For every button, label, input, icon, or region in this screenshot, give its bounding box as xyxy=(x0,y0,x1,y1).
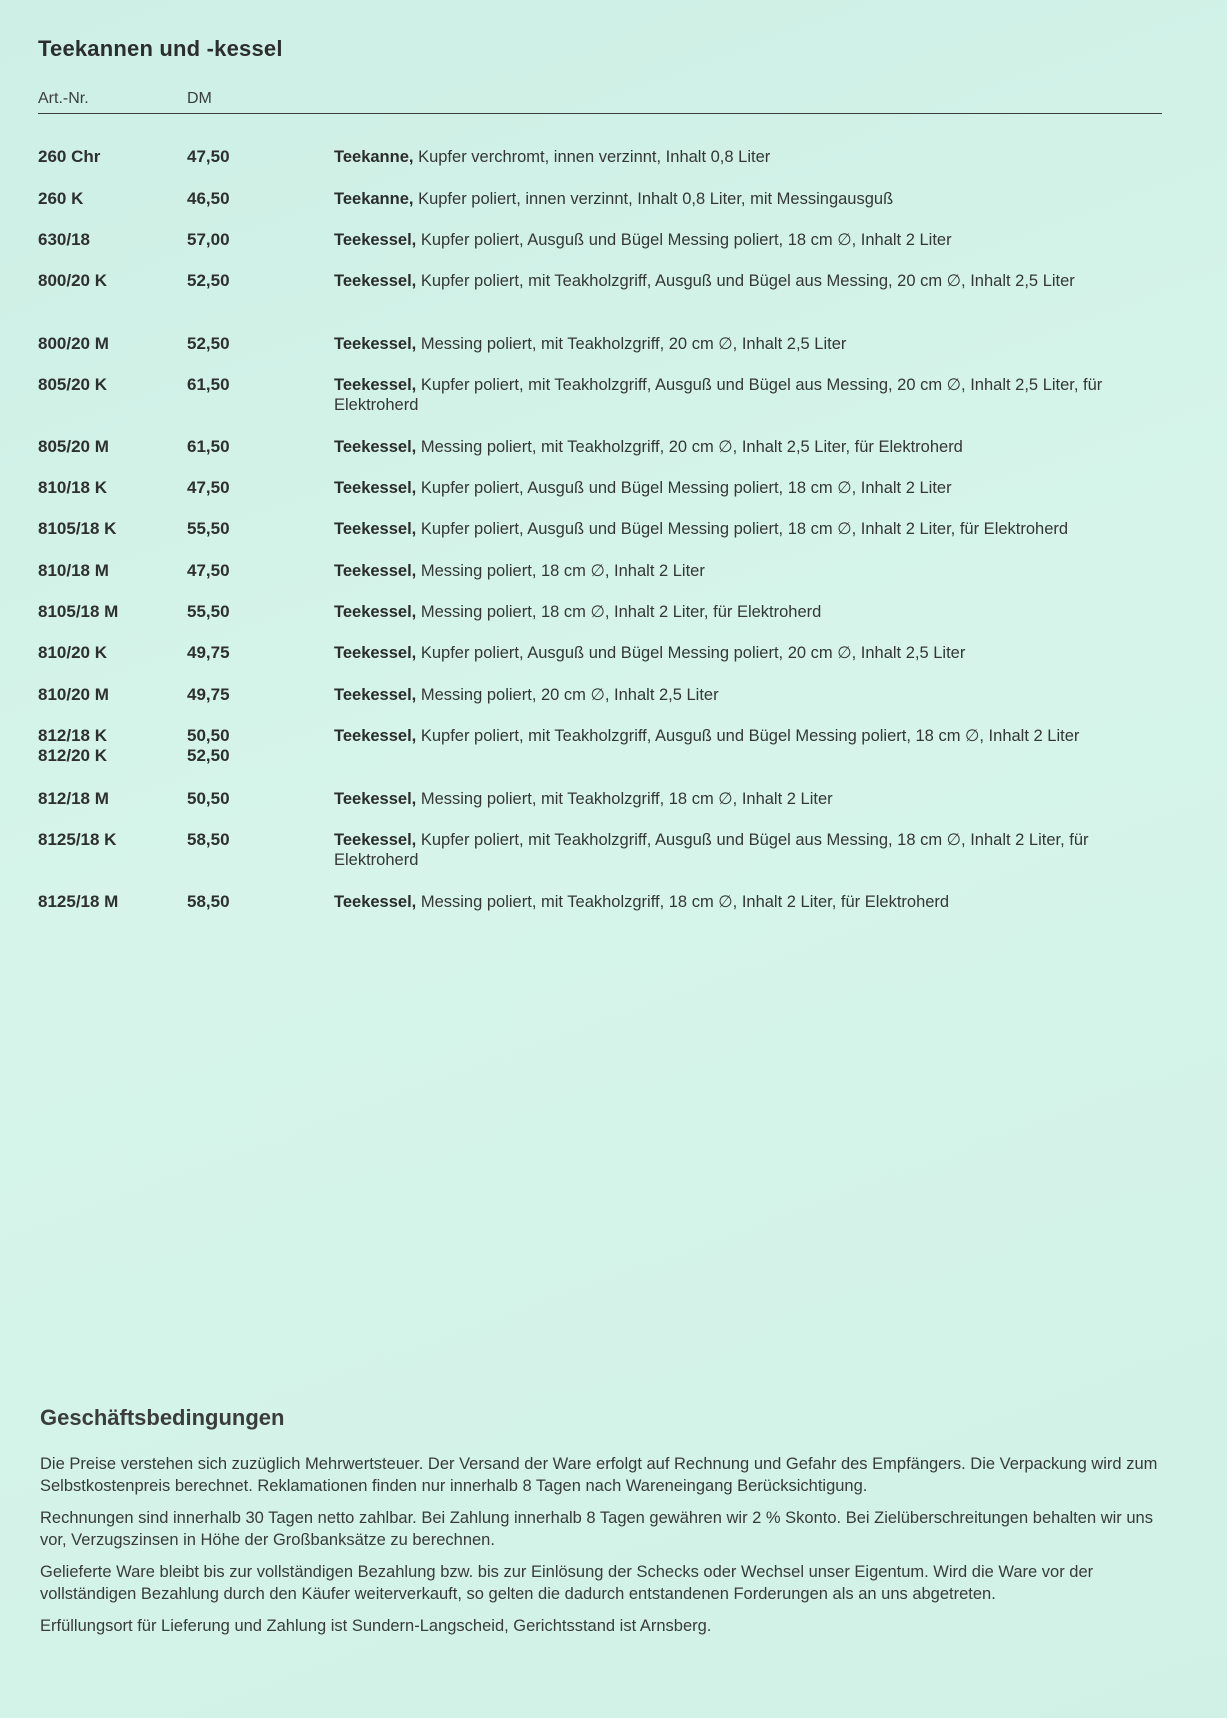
product-description: Messing poliert, mit Teakholzgriff, 20 cm ∅, Inhalt 2,5 Liter xyxy=(416,335,847,353)
price xyxy=(187,685,230,705)
terms-paragraph: Gelieferte Ware bleibt bis zur vollständigen Bezahlung bzw. bis zur Einlösung der Schecks oder Wechsel unser Eigentum. Wird die Ware vor der vollständigen Bezahlung durch den Käufer weiterverkauft, so gelten die dadurch entstandenen Forderungen als an uns abgetreten. xyxy=(40,1563,1094,1603)
price-value: 58,50 xyxy=(187,892,230,911)
article-number xyxy=(38,147,100,167)
price xyxy=(187,334,230,354)
article-number xyxy=(38,271,107,291)
article-number-value: 8125/18 K xyxy=(38,830,117,849)
price-value: 61,50 xyxy=(187,437,230,456)
product-name: Teekanne, xyxy=(334,148,414,166)
article-number xyxy=(38,334,109,354)
product-description: Kupfer poliert, Ausguß und Bügel Messing poliert, 18 cm ∅, Inhalt 2 Liter xyxy=(416,479,952,497)
product-description: Messing poliert, mit Teakholzgriff, 20 cm ∅, Inhalt 2,5 Liter, für Elektroherd xyxy=(416,438,963,456)
price xyxy=(187,892,230,912)
description xyxy=(334,726,1164,746)
price-value: 46,50 xyxy=(187,189,230,208)
article-number-value: 812/18 M xyxy=(38,789,109,808)
description xyxy=(334,602,1164,622)
price xyxy=(187,478,230,498)
description xyxy=(334,478,1164,498)
price xyxy=(187,519,230,539)
price xyxy=(187,789,230,809)
description xyxy=(334,271,1164,291)
page-title: Teekannen und -kessel xyxy=(38,36,283,61)
article-number xyxy=(38,643,107,663)
price xyxy=(187,375,230,395)
product-name: Teekessel, xyxy=(334,479,417,497)
terms-paragraph: Rechnungen sind innerhalb 30 Tagen netto zahlbar. Bei Zahlung innerhalb 8 Tagen gewähren wir 2 % Skonto. Bei Zielüberschreitungen behalten wir uns vor, Verzugszinsen in Höhe der Großbanksätze zu berechnen. xyxy=(40,1509,1153,1549)
description xyxy=(334,561,1164,581)
article-number xyxy=(38,375,107,395)
price-value: 49,75 xyxy=(187,685,230,704)
terms-paragraph: Erfüllungsort für Lieferung und Zahlung ist Sundern-Langscheid, Gerichtsstand ist Arnsberg. xyxy=(40,1617,712,1635)
price xyxy=(187,643,230,663)
article-number-value: 810/18 K xyxy=(38,478,107,497)
article-number-value: 8105/18 K xyxy=(38,519,117,538)
article-number xyxy=(38,478,107,498)
description xyxy=(334,147,1164,167)
product-description: Kupfer poliert, mit Teakholzgriff, Ausguß und Bügel aus Messing, 20 cm ∅, Inhalt 2,5 Liter xyxy=(416,272,1075,290)
article-number-value: 810/20 K xyxy=(38,643,107,662)
description xyxy=(334,789,1164,809)
product-description: Messing poliert, 18 cm ∅, Inhalt 2 Liter xyxy=(416,562,705,580)
product-description: Kupfer poliert, mit Teakholzgriff, Ausguß und Bügel aus Messing, 18 cm ∅, Inhalt 2 Liter, für Elektroherd xyxy=(334,831,1089,869)
price xyxy=(187,147,230,167)
product-description: Messing poliert, 20 cm ∅, Inhalt 2,5 Liter xyxy=(416,686,719,704)
price-value: 52,50 xyxy=(187,271,230,290)
description xyxy=(334,519,1164,539)
article-number-value: 8125/18 M xyxy=(38,892,119,911)
price xyxy=(187,726,230,766)
article-number-value: 810/18 M xyxy=(38,561,109,580)
article-number xyxy=(38,726,107,766)
description xyxy=(334,892,1164,912)
product-name: Teekessel, xyxy=(334,790,417,808)
price-value: 50,50 xyxy=(187,789,230,808)
product-description: Kupfer verchromt, innen verzinnt, Inhalt 0,8 Liter xyxy=(413,148,771,166)
price xyxy=(187,189,230,209)
article-number xyxy=(38,437,109,457)
product-description: Messing poliert, 18 cm ∅, Inhalt 2 Liter, für Elektroherd xyxy=(416,603,822,621)
price-value: 55,50 xyxy=(187,519,230,538)
article-number-value: 812/18 K xyxy=(38,726,107,745)
article-number xyxy=(38,830,116,850)
product-name: Teekessel, xyxy=(334,727,417,745)
price-value: 47,50 xyxy=(187,478,230,497)
product-name: Teekessel, xyxy=(334,520,417,538)
price-value: 50,50 xyxy=(187,726,230,745)
product-name: Teekessel, xyxy=(334,335,417,353)
product-name: Teekessel, xyxy=(334,603,417,621)
article-number-value: 8105/18 M xyxy=(38,602,119,621)
description xyxy=(334,230,1164,250)
article-number-value: 800/20 K xyxy=(38,271,107,290)
price xyxy=(187,437,230,457)
product-name: Teekessel, xyxy=(334,376,417,394)
price xyxy=(187,271,230,291)
article-number-value: 260 K xyxy=(38,189,84,208)
article-number xyxy=(38,789,109,809)
terms-title: Geschäftsbedingungen xyxy=(40,1405,285,1430)
product-name: Teekessel, xyxy=(334,831,417,849)
column-header-price: DM xyxy=(187,90,212,107)
article-number-value: 805/20 M xyxy=(38,437,109,456)
description xyxy=(334,685,1164,705)
price xyxy=(187,230,230,250)
product-name: Teekessel, xyxy=(334,438,417,456)
price-value: 55,50 xyxy=(187,602,230,621)
price xyxy=(187,602,230,622)
product-description: Kupfer poliert, innen verzinnt, Inhalt 0,8 Liter, mit Messingausguß xyxy=(413,190,894,208)
product-description: Kupfer poliert, mit Teakholzgriff, Ausguß und Bügel Messing poliert, 18 cm ∅, Inhalt 2 Liter xyxy=(416,727,1080,745)
article-number xyxy=(38,230,90,250)
description xyxy=(334,334,1164,354)
price-value: 61,50 xyxy=(187,375,230,394)
article-number-value: 800/20 M xyxy=(38,334,109,353)
column-header-art: Art.-Nr. xyxy=(38,90,89,107)
price-value: 57,00 xyxy=(187,230,230,249)
product-name: Teekessel, xyxy=(334,562,417,580)
article-number-value: 260 Chr xyxy=(38,147,101,166)
product-description: Kupfer poliert, Ausguß und Bügel Messing poliert, 18 cm ∅, Inhalt 2 Liter xyxy=(416,231,952,249)
article-number-value: 805/20 K xyxy=(38,375,107,394)
product-description: Kupfer poliert, mit Teakholzgriff, Ausguß und Bügel aus Messing, 20 cm ∅, Inhalt 2,5 Liter, für Elektroherd xyxy=(334,376,1103,414)
price-value: 58,50 xyxy=(187,830,230,849)
price-value: 47,50 xyxy=(187,561,230,580)
product-name: Teekanne, xyxy=(334,190,414,208)
product-name: Teekessel, xyxy=(334,644,417,662)
article-number xyxy=(38,561,109,581)
terms-paragraph: Die Preise verstehen sich zuzüglich Mehrwertsteuer. Der Versand der Ware erfolgt auf Rechnung und Gefahr des Empfängers. Die Verpackung wird zum Selbstkostenpreis berechnet. Reklamationen finden nur innerhalb 8 Tagen nach Wareneingang Berücksichtigung. xyxy=(40,1455,1158,1495)
product-description: Messing poliert, mit Teakholzgriff, 18 cm ∅, Inhalt 2 Liter, für Elektroherd xyxy=(416,893,950,911)
product-name: Teekessel, xyxy=(334,893,417,911)
product-name: Teekessel, xyxy=(334,231,417,249)
product-name: Teekessel, xyxy=(334,686,417,704)
price-value: 49,75 xyxy=(187,643,230,662)
product-description: Messing poliert, mit Teakholzgriff, 18 cm ∅, Inhalt 2 Liter xyxy=(416,790,833,808)
description xyxy=(334,375,1164,415)
price-value: 47,50 xyxy=(187,147,230,166)
description xyxy=(334,437,1164,457)
header-divider xyxy=(38,113,1162,114)
article-number xyxy=(38,189,83,209)
price xyxy=(187,830,230,850)
price-value: 52,50 xyxy=(187,746,230,765)
product-name: Teekessel, xyxy=(334,272,417,290)
description xyxy=(334,830,1164,870)
description xyxy=(334,643,1164,663)
article-number xyxy=(38,685,109,705)
article-number xyxy=(38,892,118,912)
article-number-value: 812/20 K xyxy=(38,746,107,765)
price-value: 52,50 xyxy=(187,334,230,353)
article-number xyxy=(38,602,118,622)
article-number-value: 630/18 xyxy=(38,230,90,249)
product-description: Kupfer poliert, Ausguß und Bügel Messing poliert, 18 cm ∅, Inhalt 2 Liter, für Elektroherd xyxy=(416,520,1069,538)
article-number xyxy=(38,519,116,539)
article-number-value: 810/20 M xyxy=(38,685,109,704)
description xyxy=(334,189,1164,209)
price xyxy=(187,561,230,581)
product-description: Kupfer poliert, Ausguß und Bügel Messing poliert, 20 cm ∅, Inhalt 2,5 Liter xyxy=(416,644,966,662)
